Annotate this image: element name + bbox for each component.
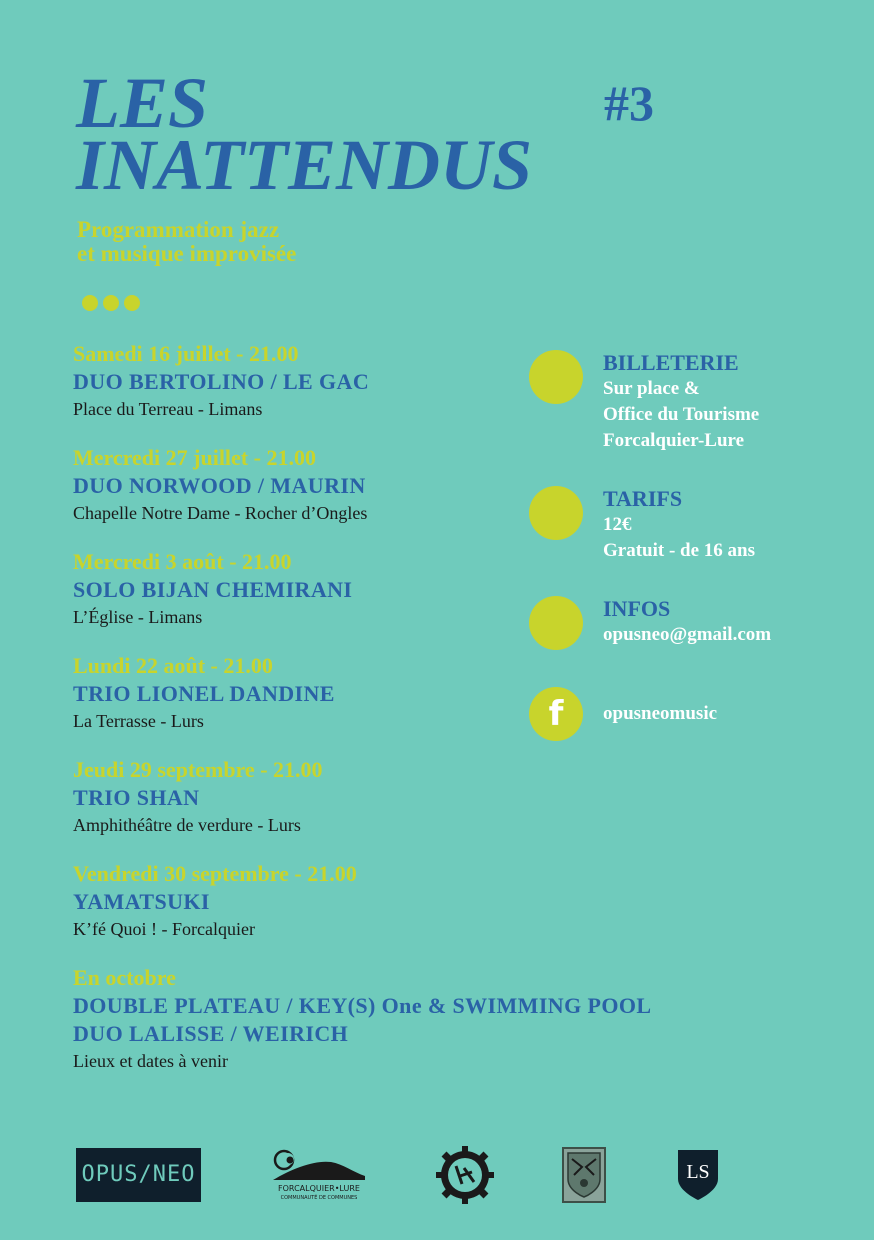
dot-icon bbox=[103, 295, 119, 311]
subtitle-line-1: Programmation jazz bbox=[77, 217, 280, 242]
partner-logos bbox=[0, 1146, 874, 1206]
event-item bbox=[73, 756, 533, 860]
event-act: SOLO BIJAN CHEMIRANI bbox=[73, 577, 353, 602]
event-date: Mercredi 27 juillet - 21.00 bbox=[73, 445, 316, 470]
forcalquier-lure-logo bbox=[271, 1146, 367, 1206]
forcalquier-sub: COMMUNAUTÉ DE COMMUNES bbox=[280, 1195, 358, 1201]
event-act: TRIO SHAN bbox=[73, 785, 200, 810]
info-heading: BILLETERIE bbox=[603, 350, 739, 375]
event-item bbox=[73, 444, 533, 548]
event-place: Chapelle Notre Dame - Rocher d’Ongles bbox=[73, 503, 368, 523]
event-date: Mercredi 3 août - 21.00 bbox=[73, 549, 292, 574]
kfe-quoi-logo bbox=[434, 1144, 496, 1206]
event-date: Lundi 22 août - 21.00 bbox=[73, 653, 273, 678]
event-item bbox=[73, 652, 533, 756]
event-item bbox=[73, 860, 533, 964]
event-date: En octobre bbox=[73, 965, 176, 990]
ls-logo bbox=[677, 1149, 719, 1201]
decorative-dots bbox=[82, 295, 140, 311]
gear-icon bbox=[434, 1144, 496, 1206]
event-act: DOUBLE PLATEAU / KEY(S) One & SWIMMING POOL bbox=[73, 993, 652, 1018]
dot-icon bbox=[124, 295, 140, 311]
info-heading: TARIFS bbox=[603, 486, 683, 511]
title-line-1: LES bbox=[76, 63, 209, 143]
forcalquier-wave-icon bbox=[271, 1146, 367, 1186]
contact-email-link[interactable]: opusneo@gmail.com bbox=[603, 624, 772, 645]
subtitle bbox=[77, 218, 296, 266]
event-date: Samedi 16 juillet - 21.00 bbox=[73, 341, 299, 366]
bullet-circle-icon bbox=[529, 350, 583, 404]
event-act: DUO NORWOOD / MAURIN bbox=[73, 473, 366, 498]
event-act: DUO LALISSE / WEIRICH bbox=[73, 1021, 349, 1046]
crest-icon bbox=[562, 1147, 606, 1203]
info-line: 12€ bbox=[603, 514, 632, 535]
event-act: YAMATSUKI bbox=[73, 889, 210, 914]
poster-title bbox=[76, 63, 533, 205]
info-heading: INFOS bbox=[603, 596, 671, 621]
info-line: Forcalquier-Lure bbox=[603, 430, 745, 451]
event-item-october bbox=[73, 964, 652, 1071]
info-line: Sur place & bbox=[603, 378, 700, 399]
facebook-handle-link[interactable]: opusneomusic bbox=[603, 703, 718, 724]
bullet-circle-icon bbox=[529, 486, 583, 540]
event-place: L’Église - Limans bbox=[73, 607, 203, 627]
event-place: Lieux et dates à venir bbox=[73, 1051, 228, 1071]
issue-number: #3 bbox=[604, 75, 654, 131]
event-place: La Terrasse - Lurs bbox=[73, 711, 204, 731]
info-line: Gratuit - de 16 ans bbox=[603, 540, 755, 561]
facebook-icon[interactable] bbox=[529, 687, 583, 741]
event-date: Jeudi 29 septembre - 21.00 bbox=[73, 757, 323, 782]
event-item bbox=[73, 340, 533, 444]
event-item bbox=[73, 548, 533, 652]
opusneo-logo: OPUS/NEO bbox=[76, 1148, 201, 1202]
subtitle-line-2: et musique improvisée bbox=[77, 241, 297, 266]
event-place: Place du Terreau - Limans bbox=[73, 399, 263, 419]
title-line-2: INATTENDUS bbox=[76, 125, 533, 205]
event-act: TRIO LIONEL DANDINE bbox=[73, 681, 335, 706]
event-date: Vendredi 30 septembre - 21.00 bbox=[73, 861, 357, 886]
bullet-circle-icon bbox=[529, 596, 583, 650]
dot-icon bbox=[82, 295, 98, 311]
event-act: DUO BERTOLINO / LE GAC bbox=[73, 369, 370, 394]
event-place: Amphithéâtre de verdure - Lurs bbox=[73, 815, 301, 835]
info-line: Office du Tourisme bbox=[603, 404, 760, 425]
facebook-glyph: f bbox=[548, 694, 564, 734]
town-crest-logo bbox=[562, 1147, 606, 1203]
forcalquier-name: FORCALQUIER•LURE bbox=[278, 1184, 360, 1193]
event-place: K’fé Quoi ! - Forcalquier bbox=[73, 919, 255, 939]
ls-text: LS bbox=[686, 1161, 710, 1183]
